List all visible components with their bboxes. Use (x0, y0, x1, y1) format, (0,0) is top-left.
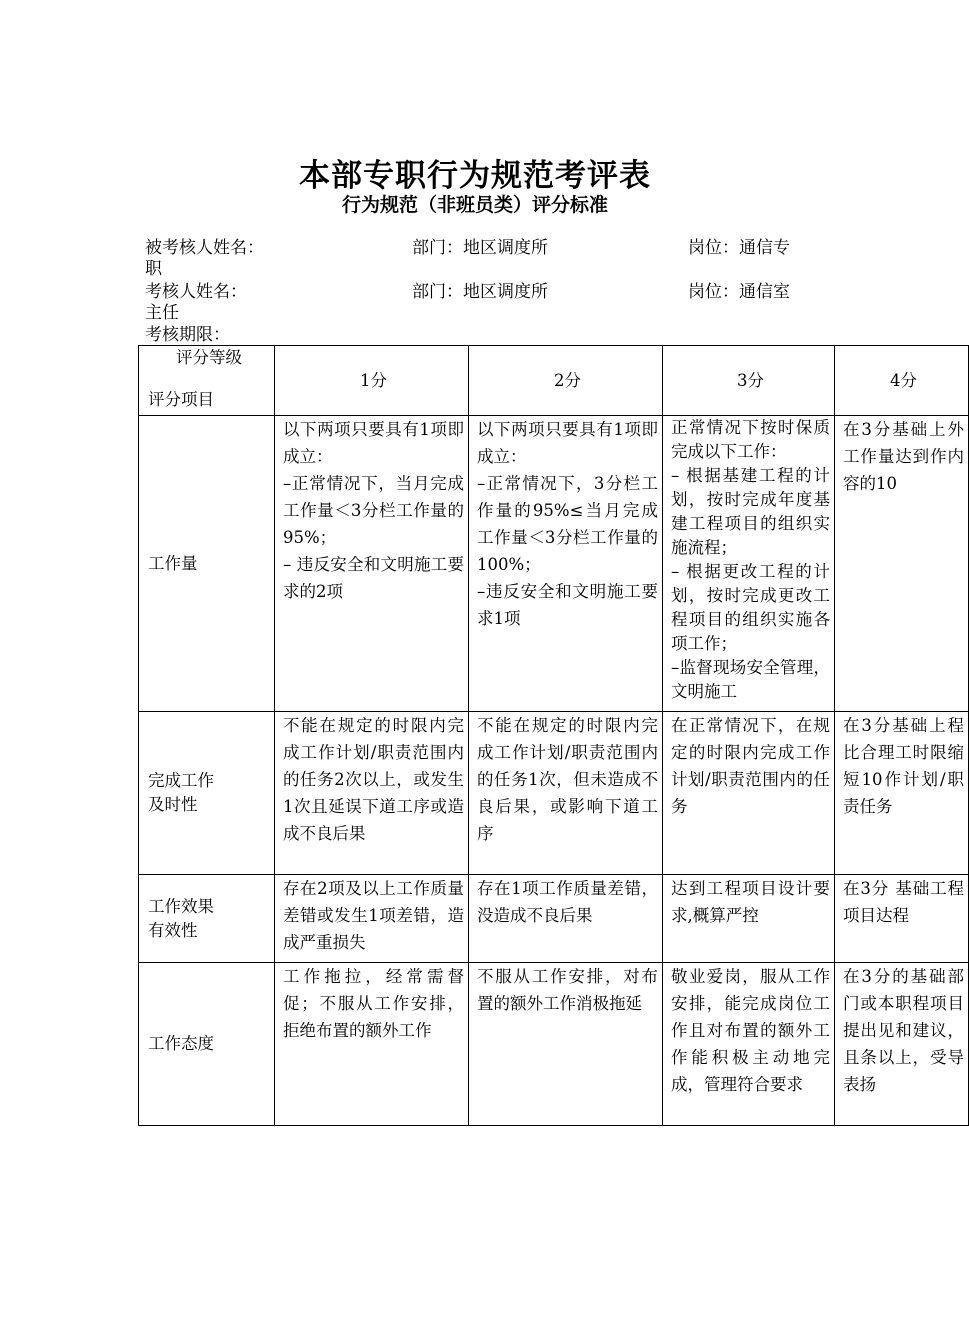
effectiveness-grade-1-cell: 存在2项及以上工作质量差错或发生1项差错，造成严重损失 (275, 875, 469, 963)
effectiveness-grade-2-cell: 存在1项工作质量差错，没造成不良后果 (469, 875, 663, 963)
workload-grade-3-cell: 正常情况下按时保质完成以下工作： – 根据基建工程的计划，按时完成年度基建工程项目的组织实施流程； – 根据更改工程的计划，按时完成更改工程项目的组织实施各项工作； –监督现场安全管理，文明施工 (663, 416, 835, 712)
grade-3-header: 3分 (663, 346, 835, 416)
table-row (139, 416, 969, 712)
examinee-position: 岗位：通信专 (688, 238, 790, 258)
page-subtitle: 行为规范（非班员类）评分标准 (341, 194, 608, 216)
examiner-position: 岗位：通信室 (688, 282, 790, 302)
effectiveness-grade-4-cell: 在3分 基础工程项目达程 (835, 875, 969, 963)
table-row (139, 712, 969, 875)
assessment-period-label: 考核期限： (145, 325, 230, 345)
examiner-position-wrap: 主任 (145, 303, 179, 323)
row-label-workload: 工作量 (139, 416, 275, 712)
effectiveness-grade-3-cell: 达到工程项目设计要求,概算严控 (663, 875, 835, 963)
grade-4-header: 4分 (835, 346, 969, 416)
attitude-grade-2-cell: 不服从工作安排，对布置的额外工作消极拖延 (469, 963, 663, 1126)
page-title: 本部专职行为规范考评表 (299, 158, 651, 194)
examiner-name-label: 考核人姓名： (145, 282, 247, 302)
scoring-table (138, 345, 969, 1126)
attitude-grade-3-cell: 敬业爱岗，服从工作安排，能完成岗位工作且对布置的额外工作能积极主动地完成，管理符合要求 (663, 963, 835, 1126)
header-corner-cell (139, 346, 275, 416)
examinee-name-label: 被考核人姓名： (145, 238, 264, 258)
workload-grade-1-cell: 以下两项只要具有1项即成立： –正常情况下，当月完成工作量＜3分栏工作量的95%； – 违反安全和文明施工要求的2项 (275, 416, 469, 712)
table-row (139, 875, 969, 963)
workload-grade-2-cell: 以下两项只要具有1项即成立： –正常情况下，3分栏工作量的95%≤当月完成工作量＜3分栏工作量的100%； –违反安全和文明施工要求1项 (469, 416, 663, 712)
header-item-label: 评分项目 (148, 390, 214, 409)
row-label-timeliness: 完成工作 及时性 (139, 712, 275, 875)
workload-grade-4-cell: 在3分基础上外工作量达到作内容的10 (835, 416, 969, 712)
attitude-grade-4-cell: 在3分的基础部门或本职程项目提出见和建议，且条以上，受导表扬 (835, 963, 969, 1126)
timeliness-grade-4-cell: 在3分基础上程比合理工时限缩短10作计划/职责任务 (835, 712, 969, 875)
row-label-attitude: 工作态度 (139, 963, 275, 1126)
attitude-grade-1-cell: 工作拖拉，经常需督促；不服从工作安排，拒绝布置的额外工作 (275, 963, 469, 1126)
examiner-department: 部门：地区调度所 (412, 282, 548, 302)
grade-1-header: 1分 (275, 346, 469, 416)
examinee-position-wrap: 职 (145, 259, 162, 279)
timeliness-grade-1-cell: 不能在规定的时限内完成工作计划/职责范围内的任务2次以上，或发生1次且延误下道工序或造成不良后果 (275, 712, 469, 875)
header-grade-label: 评分等级 (176, 348, 242, 367)
timeliness-grade-2-cell: 不能在规定的时限内完成工作计划/职责范围内的任务1次，但未造成不良后果，或影响下道工序 (469, 712, 663, 875)
timeliness-grade-3-cell: 在正常情况下，在规定的时限内完成工作计划/职责范围内的任务 (663, 712, 835, 875)
table-row (139, 963, 969, 1126)
examinee-department: 部门：地区调度所 (412, 238, 548, 258)
table-header-row (139, 346, 969, 416)
row-label-effectiveness: 工作效果 有效性 (139, 875, 275, 963)
grade-2-header: 2分 (469, 346, 663, 416)
